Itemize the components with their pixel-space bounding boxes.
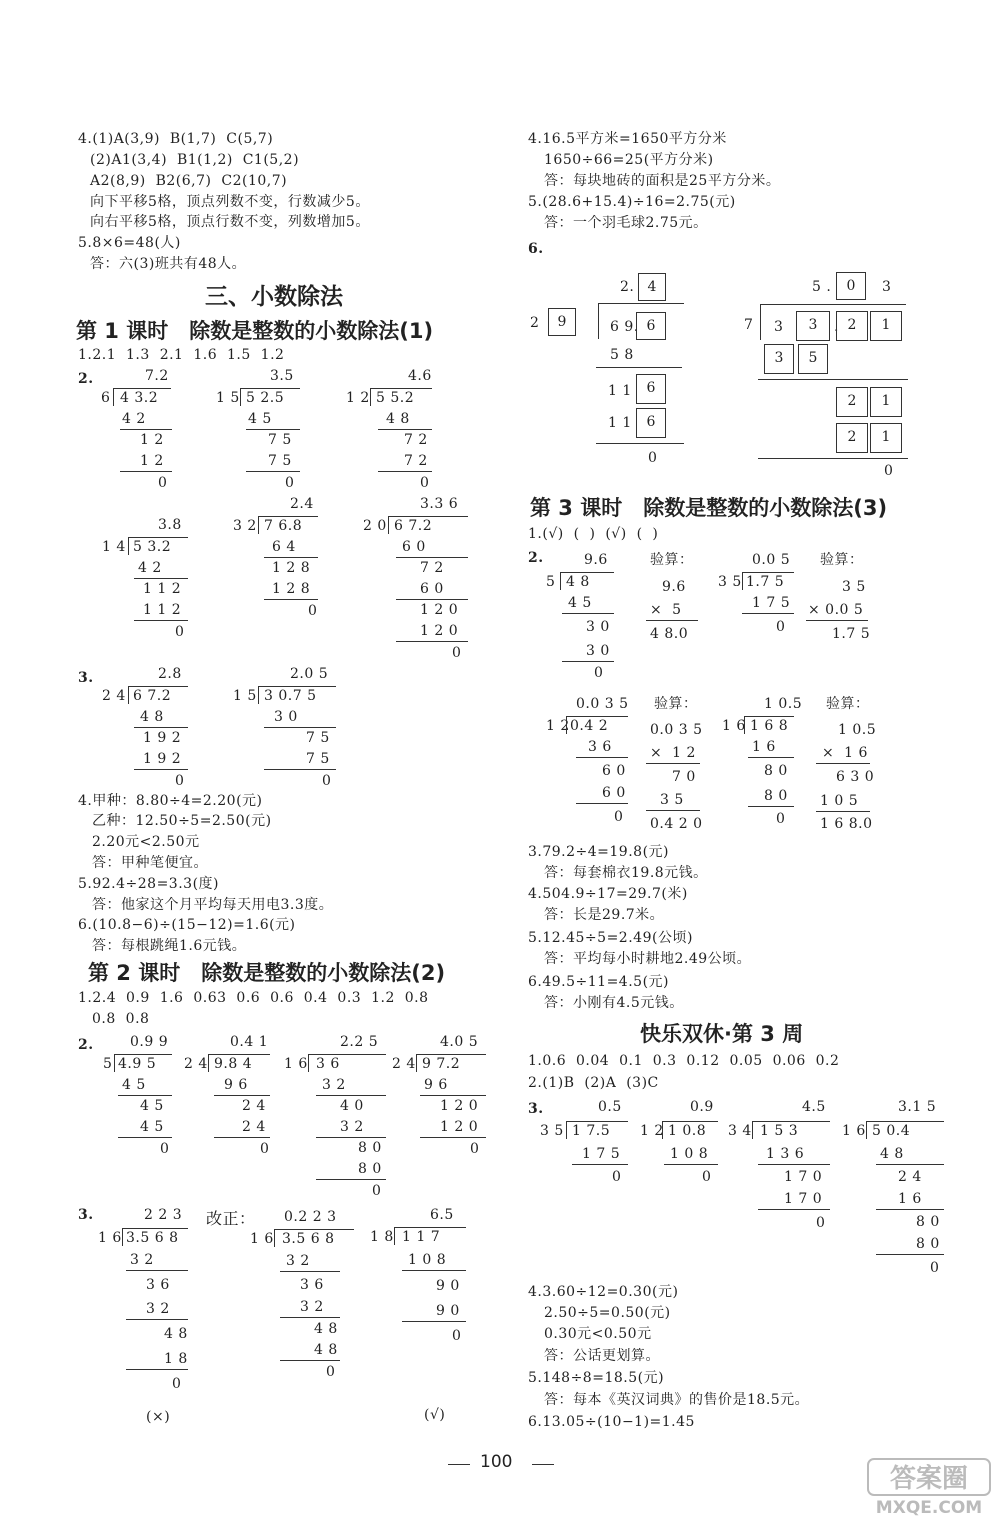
lesson-3-title: 第 3 课时 除数是整数的小数除法(3): [530, 496, 888, 520]
text-line: 6.13.05÷(10−1)=1.45: [528, 1414, 695, 1430]
text-line: 答：公话更划算。: [544, 1348, 660, 1364]
lesson-1-title: 第 1 课时 除数是整数的小数除法(1): [76, 319, 434, 343]
mark-right: (√): [424, 1407, 446, 1423]
text-line: 2.20元<2.50元: [92, 834, 200, 850]
text-line: 答：每套棉衣19.8元钱。: [544, 865, 708, 881]
text-line: 答：六(3)班共有48人。: [90, 256, 247, 272]
answer-box: 1: [870, 423, 902, 453]
weekend-q1: 1.0.6 0.04 0.1 0.3 0.12 0.05 0.06 0.2: [528, 1053, 840, 1069]
text-line: 答：每本《英汉词典》的售价是18.5元。: [544, 1392, 810, 1408]
answer-box: 2: [836, 423, 868, 453]
text-line: 答：一个羽毛球2.75元。: [544, 215, 708, 231]
text-line: 5.148÷8=18.5(元): [528, 1370, 665, 1386]
answer-box: 4: [638, 273, 666, 301]
answer-box: 5: [798, 344, 828, 374]
text-line: 5.8×6=48(人): [78, 235, 181, 251]
mark-wrong: (×): [146, 1409, 171, 1425]
check-label: 验算：: [826, 696, 870, 712]
text-line: 5.92.4÷28=3.3(度): [78, 876, 219, 892]
lesson-2-title: 第 2 课时 除数是整数的小数除法(2): [88, 961, 446, 985]
check-label: 验算：: [820, 552, 864, 568]
text-line: 答：他家这个月平均每天用电3.3度。: [92, 897, 334, 913]
text-line: 6.49.5÷11=4.5(元): [528, 974, 669, 990]
text-line: 4.甲种：8.80÷4=2.20(元): [78, 793, 263, 809]
answer-box: 9: [548, 308, 576, 336]
text-line: 2.50÷5=0.50(元): [544, 1305, 671, 1321]
page-number: 100: [480, 1452, 513, 1472]
lesson-2-q1-cont: 0.8 0.8: [92, 1011, 150, 1027]
answer-box: 1: [870, 387, 902, 417]
weekend-title: 快乐双休·第 3 周: [640, 1022, 804, 1046]
answer-box: 3: [796, 311, 830, 341]
lesson-2-q1: 1.2.4 0.9 1.6 0.63 0.6 0.6 0.4 0.3 1.2 0.8: [78, 990, 429, 1006]
text-line: A2(8,9) B2(6,7) C2(10,7): [90, 173, 288, 189]
lesson-1-q1: 1.2.1 1.3 2.1 1.6 1.5 1.2: [78, 347, 285, 363]
text-line: 答：平均每小时耕地2.49公顷。: [544, 951, 752, 967]
answer-box: 6: [636, 408, 666, 438]
text-line: 答：小刚有4.5元钱。: [544, 995, 684, 1011]
text-line: 答：每块地砖的面积是25平方分米。: [544, 173, 781, 189]
answer-box: 2: [836, 311, 868, 341]
text-line: 向下平移5格，顶点列数不变，行数减少5。: [90, 194, 370, 210]
text-line: 4.3.60÷12=0.30(元): [528, 1284, 679, 1300]
answer-box: 1: [870, 311, 902, 341]
text-line: 5.12.45÷5=2.49(公顷): [528, 930, 693, 946]
text-line: 答：每根跳绳1.6元钱。: [92, 938, 247, 954]
text-line: 4.16.5平方米=1650平方分米: [528, 131, 727, 147]
text-line: 向右平移5格，顶点行数不变，列数增加5。: [90, 214, 370, 230]
watermark-logo: [866, 1455, 996, 1519]
weekend-q2: 2.(1)B (2)A (3)C: [528, 1075, 659, 1091]
answer-box: 2: [836, 387, 868, 417]
text-line: 3.79.2÷4=19.8(元): [528, 844, 669, 860]
text-line: 0.30元<0.50元: [544, 1326, 652, 1342]
text-line: 4.(1)A(3,9) B(1,7) C(5,7): [78, 131, 274, 147]
check-label: 验算：: [654, 696, 698, 712]
section-title: 三、小数除法: [205, 284, 343, 310]
text-line: 答：甲种笔便宜。: [92, 855, 208, 871]
text-line: 答：长是29.7米。: [544, 907, 665, 923]
answer-box: 6: [636, 374, 666, 404]
text-line: 6.(10.8−6)÷(15−12)=1.6(元): [78, 917, 296, 933]
logo-text: 答案圈: [889, 1464, 969, 1494]
text-line: 1650÷66=25(平方分米): [544, 152, 714, 168]
text-line: (2)A1(3,4) B1(1,2) C1(5,2): [90, 152, 300, 168]
text-line: 6.: [528, 241, 544, 257]
answer-box: 0: [836, 272, 866, 300]
answer-box: 6: [636, 312, 666, 340]
text-line: 5.(28.6+15.4)÷16=2.75(元): [528, 194, 736, 210]
check-label: 验算：: [650, 552, 694, 568]
lesson-3-q1: 1.(√) ( ) (√) ( ): [528, 526, 659, 542]
text-line: 4.504.9÷17=29.7(米): [528, 886, 688, 902]
answer-box: 3: [764, 344, 794, 374]
correction-label: 改正：: [206, 1209, 256, 1228]
logo-url: MXQE.COM: [875, 1498, 983, 1518]
text-line: 乙种：12.50÷5=2.50(元): [92, 813, 272, 829]
